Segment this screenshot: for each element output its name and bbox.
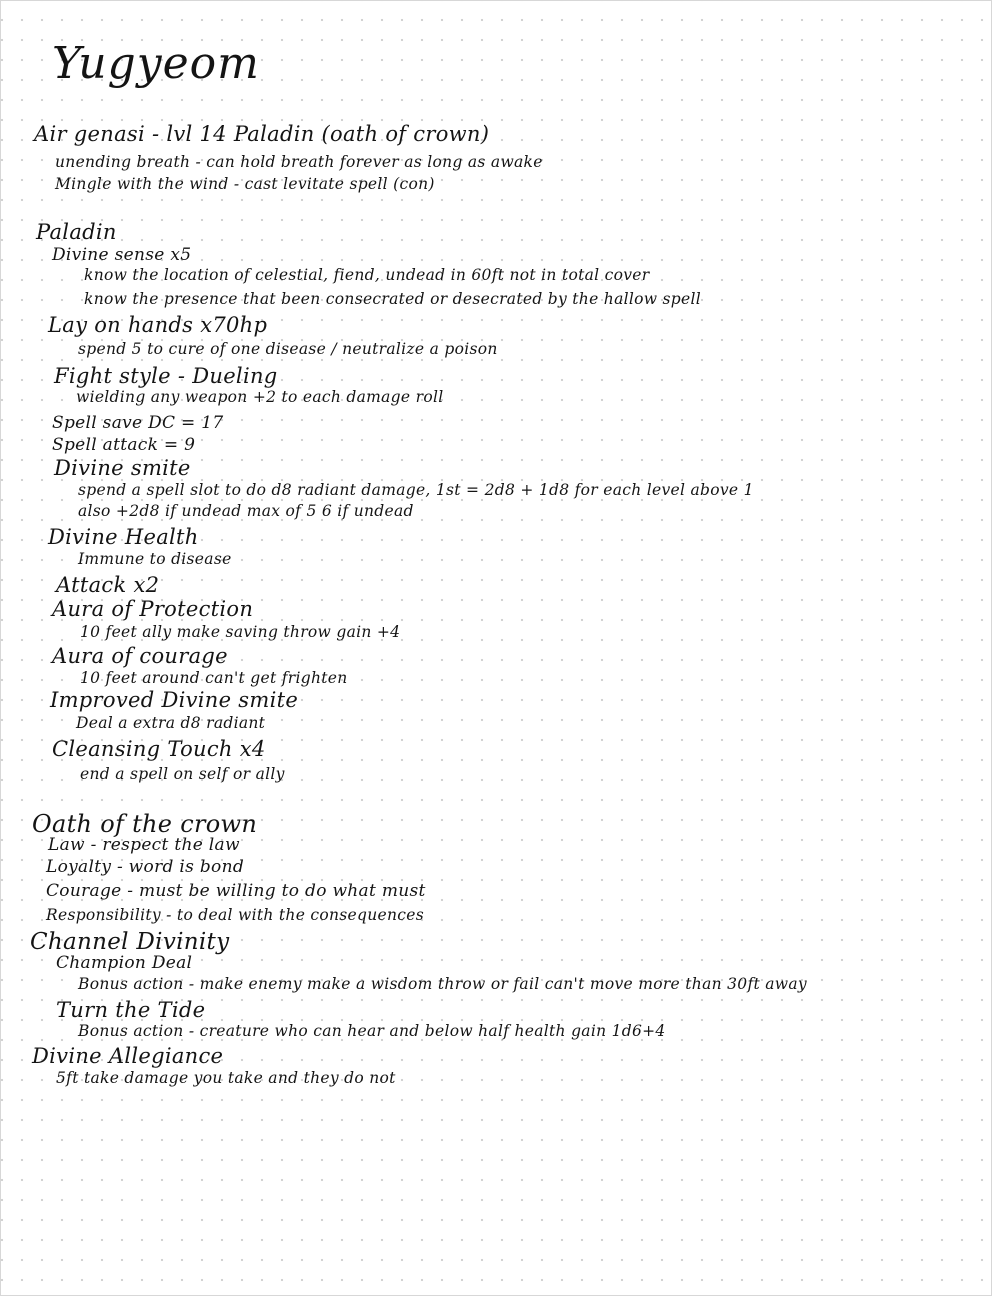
feature-detail: know the location of celestial, fiend, undead in 60ft not in total cover <box>84 266 650 284</box>
feature-name: Aura of courage <box>52 644 228 668</box>
feature-detail: Bonus action - creature who can hear and below half health gain 1d6+4 <box>78 1022 666 1040</box>
feature-detail: 10 feet ally make saving throw gain +4 <box>80 623 401 641</box>
feature-detail: 5ft take damage you take and they do not <box>56 1069 396 1087</box>
feature-name: Attack x2 <box>56 573 160 597</box>
feature-detail: spend a spell slot to do d8 radiant damage, 1st = 2d8 + 1d8 for each level above 1 <box>78 481 754 499</box>
section-heading-paladin: Paladin <box>36 220 117 244</box>
feature-detail: also +2d8 if undead max of 5 6 if undead <box>78 502 414 520</box>
oath-tenet: Responsibility - to deal with the consequences <box>46 906 424 924</box>
feature-detail: spend 5 to cure of one disease / neutralize a poison <box>78 340 498 358</box>
feature-name: Lay on hands x70hp <box>48 313 268 337</box>
feature-detail: Deal a extra d8 radiant <box>76 714 266 732</box>
feature-detail: end a spell on self or ally <box>80 765 285 783</box>
feature-name: Turn the Tide <box>56 998 206 1022</box>
feature-name: Improved Divine smite <box>50 688 299 712</box>
race-trait: Mingle with the wind - cast levitate spell (con) <box>55 175 435 193</box>
feature-detail: Immune to disease <box>78 550 232 568</box>
feature-name: Divine sense x5 <box>52 245 192 265</box>
stat-line: Spell save DC = 17 <box>52 413 224 433</box>
feature-name: Divine Allegiance <box>32 1044 224 1068</box>
oath-tenet: Courage - must be willing to do what must <box>46 881 426 901</box>
oath-tenet: Law - respect the law <box>48 835 240 855</box>
oath-tenet: Loyalty - word is bond <box>46 857 244 877</box>
race-header: Air genasi - lvl 14 Paladin (oath of crown) <box>34 122 490 146</box>
feature-name: Cleansing Touch x4 <box>52 737 266 761</box>
feature-name: Fight style - Dueling <box>54 364 278 388</box>
section-heading-channel-divinity: Channel Divinity <box>30 929 230 955</box>
feature-detail: 10 feet around can't get frighten <box>80 669 348 687</box>
page-title: Yugyeom <box>52 38 260 89</box>
feature-detail: Bonus action - make enemy make a wisdom throw or fail can't move more than 30ft away <box>78 975 807 993</box>
feature-name: Divine smite <box>54 456 191 480</box>
stat-line: Spell attack = 9 <box>52 435 196 455</box>
section-heading-oath: Oath of the crown <box>32 810 258 838</box>
feature-name: Aura of Protection <box>52 597 254 621</box>
feature-name: Divine Health <box>48 525 199 549</box>
race-trait: unending breath - can hold breath forever as long as awake <box>55 153 543 171</box>
feature-detail: wielding any weapon +2 to each damage roll <box>76 388 444 406</box>
feature-detail: know the presence that been consecrated or desecrated by the hallow spell <box>84 290 702 308</box>
feature-name: Champion Deal <box>56 953 193 973</box>
